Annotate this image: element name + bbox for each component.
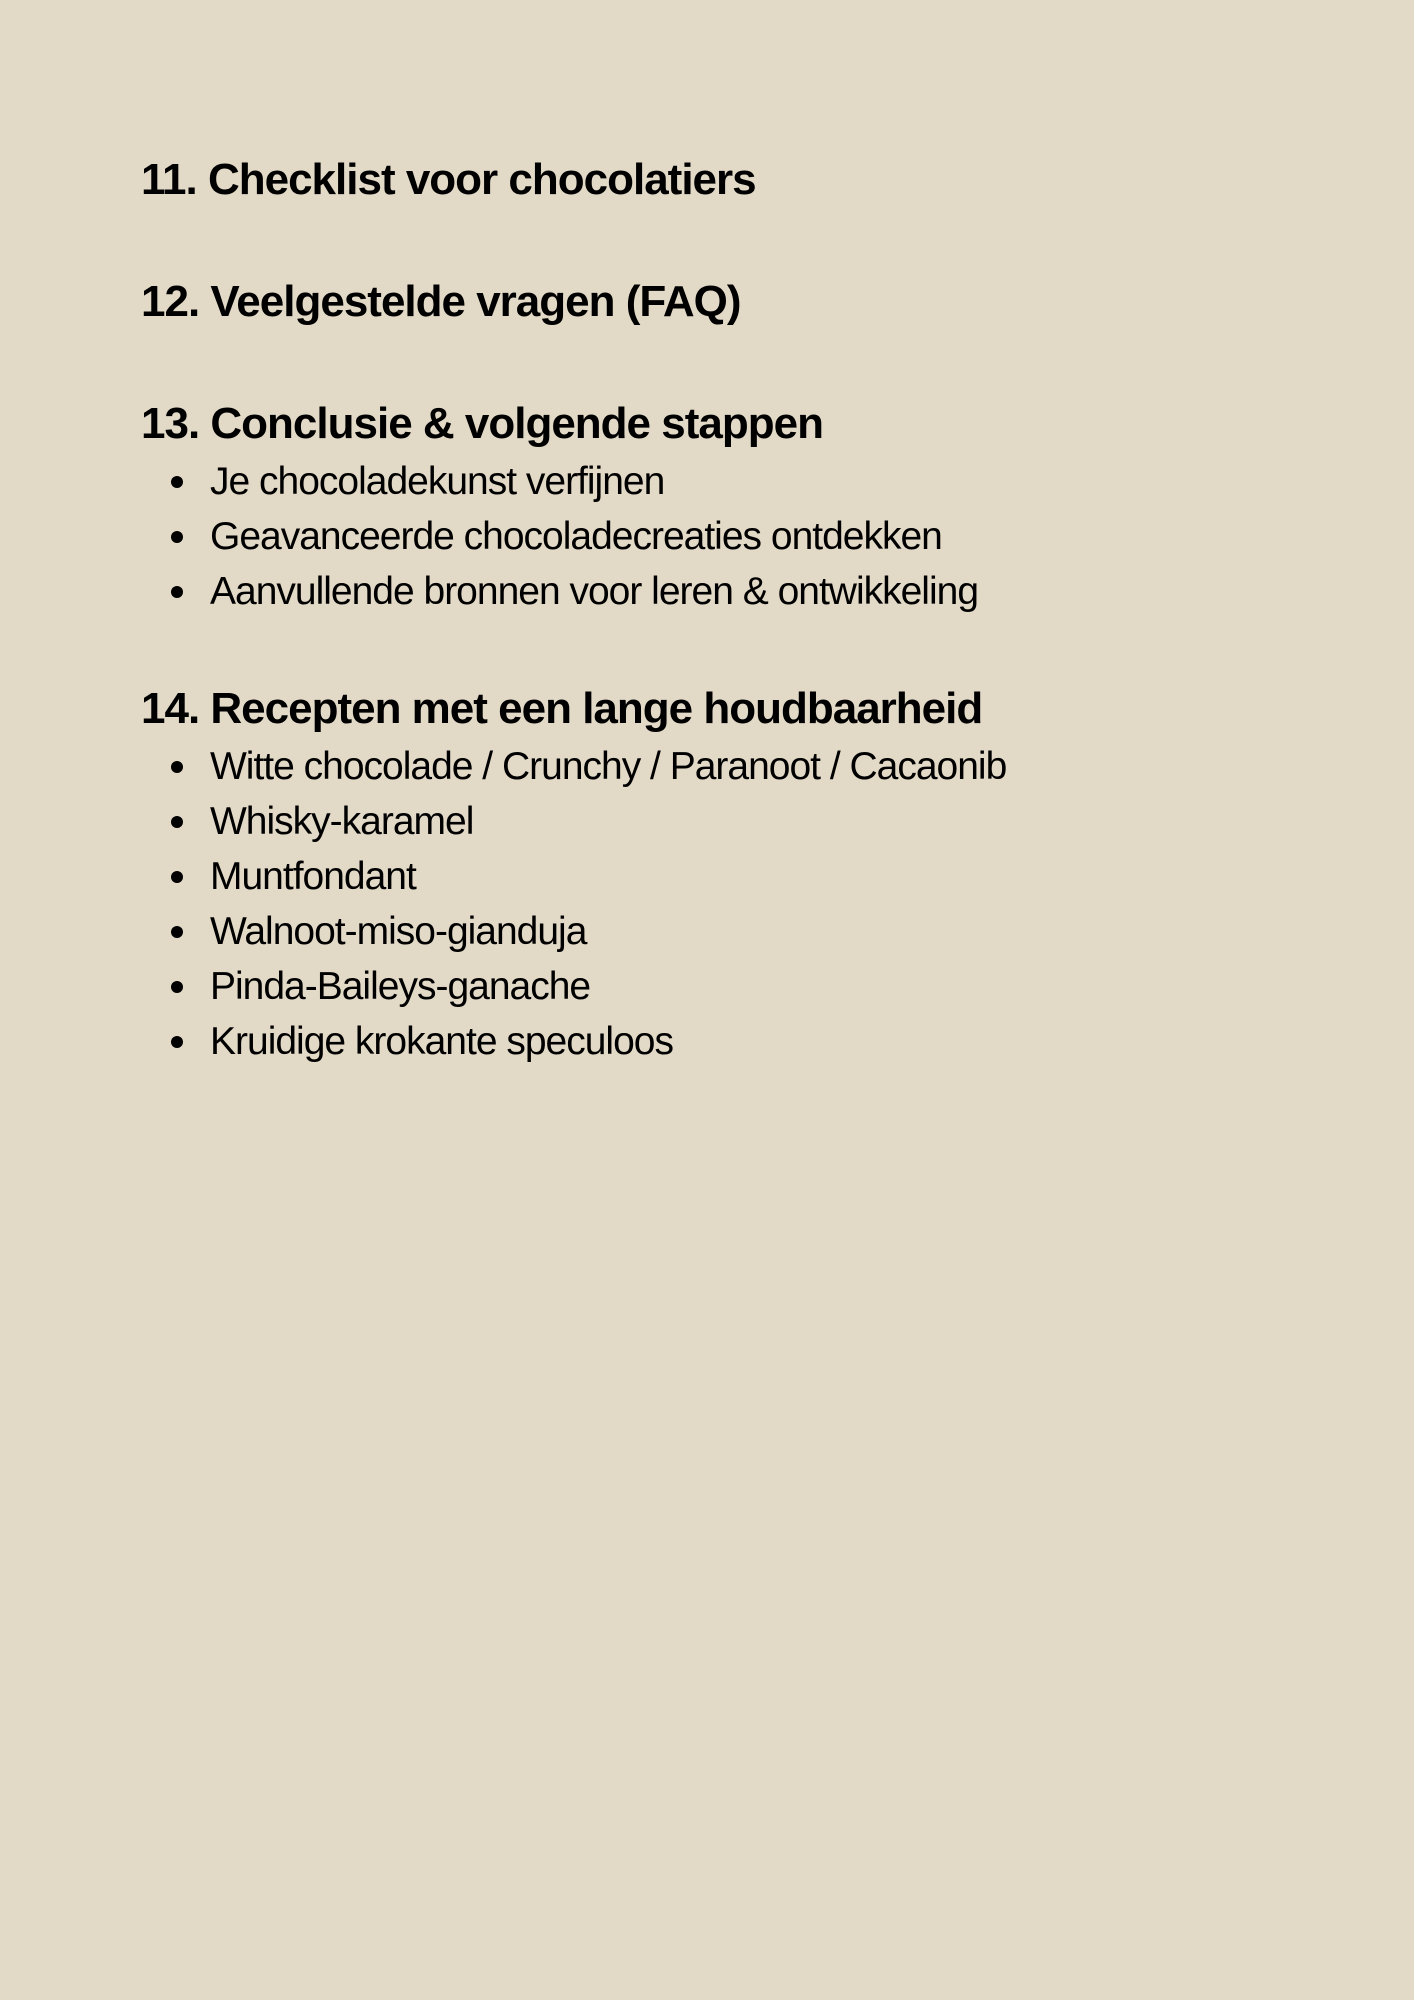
- list-item: [141, 454, 1414, 509]
- list-item: [141, 739, 1414, 794]
- list-item-text: Aanvullende bronnen voor leren & ontwikkeling: [210, 570, 979, 613]
- bullet-icon: [171, 761, 183, 773]
- list-item: [141, 794, 1414, 849]
- section-heading: 14. Recepten met een lange houdbaarheid: [141, 684, 983, 733]
- list-item-text: Geavanceerde chocoladecreaties ontdekken: [210, 515, 942, 558]
- section-checklist: [141, 150, 1414, 210]
- list-item-text: Muntfondant: [210, 855, 416, 898]
- section-heading: 13. Conclusie & volgende stappen: [141, 399, 823, 448]
- section-heading: 12. Veelgestelde vragen (FAQ): [141, 277, 741, 326]
- list-item-text: Je chocoladekunst verfijnen: [210, 460, 665, 503]
- bullet-list: [141, 454, 1414, 619]
- section-conclusion: [141, 394, 1414, 619]
- list-item-text: Whisky-karamel: [210, 800, 474, 843]
- list-item: [141, 904, 1414, 959]
- list-item: [141, 564, 1414, 619]
- section-faq: [141, 272, 1414, 332]
- list-item-text: Pinda-Baileys-ganache: [210, 965, 591, 1008]
- list-item-text: Walnoot-miso-gianduja: [210, 910, 587, 953]
- list-item: [141, 509, 1414, 564]
- bullet-icon: [171, 871, 183, 883]
- list-item-text: Witte chocolade / Crunchy / Paranoot / Cacaonib: [210, 745, 1007, 788]
- list-item: [141, 1014, 1414, 1069]
- section-heading: 11. Checklist voor chocolatiers: [141, 155, 756, 204]
- bullet-icon: [171, 476, 183, 488]
- bullet-list: [141, 739, 1414, 1069]
- bullet-icon: [171, 981, 183, 993]
- list-item: [141, 849, 1414, 904]
- section-recipes: [141, 679, 1414, 1069]
- bullet-icon: [171, 926, 183, 938]
- bullet-icon: [171, 1036, 183, 1048]
- list-item: [141, 959, 1414, 1014]
- bullet-icon: [171, 531, 183, 543]
- list-item-text: Kruidige krokante speculoos: [210, 1020, 673, 1063]
- bullet-icon: [171, 586, 183, 598]
- bullet-icon: [171, 816, 183, 828]
